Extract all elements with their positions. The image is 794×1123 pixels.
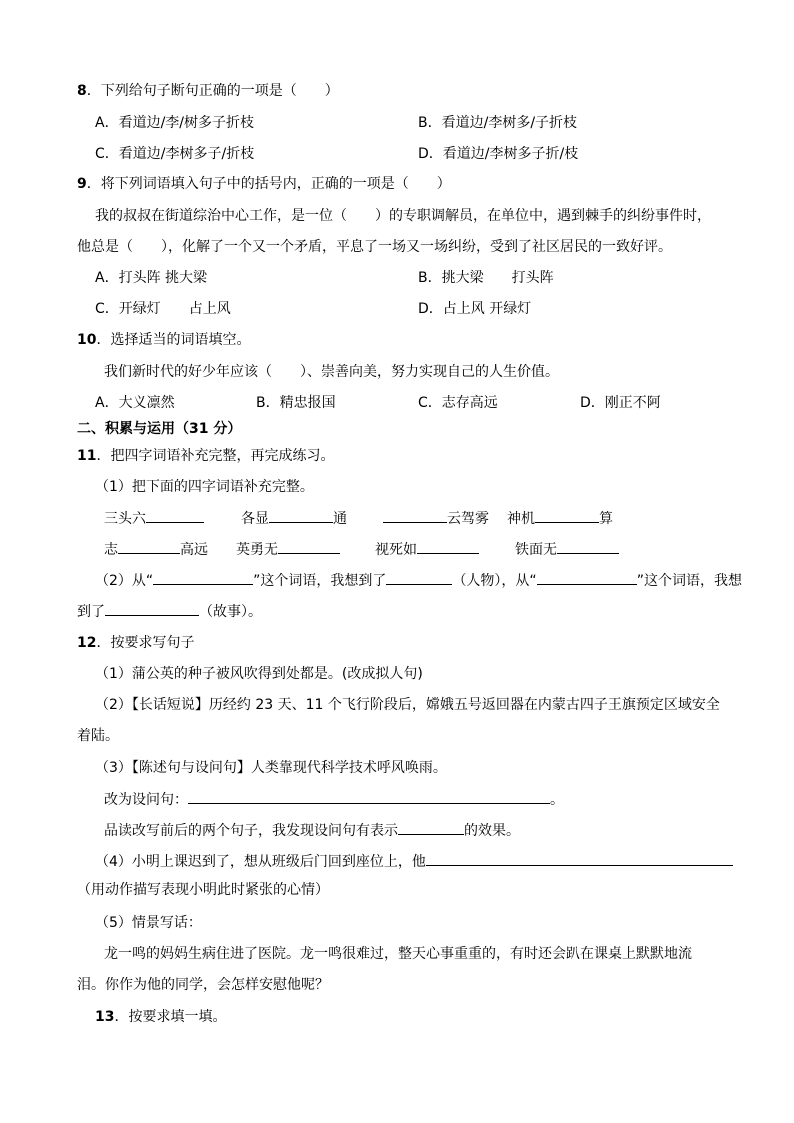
q12-sub1: （1）蒲公英的种子被风吹得到处都是。(改成拟人句) [95,666,423,682]
q12-sub3: （3）【陈述句与设问句】人类靠现代科学技术呼风唤雨。 [95,760,447,776]
q10-option-c: C．志存高远 [418,395,498,411]
q9-passage-line: 他总是（ ），化解了一个又一个矛盾，平息了一场又一场纠纷，受到了社区居民的一致好评。 [77,239,672,255]
q12-sub3-read: 品读改写前后的两个句子，我发现设问句有表示 的效果。 [104,820,520,841]
blank-line[interactable] [269,508,333,523]
blank-line[interactable] [537,570,637,585]
q12-sub4: （4）小明上课迟到了，想从班级后门回到座位上，他 [95,851,733,872]
q11-row2-item: 铁面无 [515,539,619,560]
question-9-stem [77,174,451,194]
question-number: 8 [77,83,87,99]
q10-option-a: A．大义凛然 [95,395,175,411]
question-13-stem [95,1007,226,1027]
q11-row1-item: 三头六 [104,508,204,529]
q9-option-b: B．挑大梁 打头阵 [418,270,554,286]
q12-sub2-cont: 着陆。 [77,728,119,744]
question-number: 11 [77,448,97,464]
question-text: ．按要求填一填。 [114,1009,227,1025]
q12-sub5-line: 泪。你作为他的同学，会怎样安慰他呢？ [77,977,329,993]
q11-row2-item: 志 高远 [104,539,208,560]
q12-sub2: （2）【长话短说】历经约 23 天、11 个飞行阶段后，嫦娥五号返回器在内蒙古四子王旗预定区域安全 [95,697,720,713]
q10-sentence: 我们新时代的好少年应该（ ）、崇善向美，努力实现自己的人生价值。 [104,364,559,380]
q9-option-c: C．开绿灯 占上风 [95,301,231,317]
q10-option-d: D．刚正不阿 [580,395,661,411]
question-number: 10 [77,332,97,348]
q11-row2-item: 视死如 [375,539,479,560]
question-11-stem [77,446,334,466]
question-text: ．按要求写句子 [96,635,195,651]
blank-line[interactable] [188,789,550,804]
blank-line[interactable] [417,539,479,554]
q11-row1-item: 云驾雾 [383,508,489,529]
question-text: ．下列给句子断句正确的一项是（ ） [86,83,339,99]
blank-line[interactable] [118,539,180,554]
q11-sub1: （1）把下面的四字词语补充完整。 [95,479,314,495]
blank-line[interactable] [386,570,452,585]
q8-option-a: A．看道边/李/树多子折枝 [95,115,255,131]
blank-line[interactable] [535,508,599,523]
blank-line[interactable] [426,851,733,866]
q8-option-b: B．看道边/李树多/子折枝 [418,115,578,131]
question-number: 12 [77,635,97,651]
q12-sub3-change: 改为设问句： 。 [104,789,564,810]
q9-option-d: D．占上风 开绿灯 [418,301,532,317]
q12-sub4-note: （用动作描写表现小明此时紧张的心情） [77,882,329,898]
question-number: 13 [95,1009,115,1025]
question-text: ．选择适当的词语填空。 [96,332,251,348]
q9-passage-line: 我的叔叔在街道综治中心工作，是一位（ ）的专职调解员，在单位中，遇到棘手的纠纷事件时， [95,208,711,224]
blank-line[interactable] [153,570,253,585]
q8-option-c: C．看道边/李树多子/折枝 [95,146,255,162]
question-text: ．把四字词语补充完整，再完成练习。 [96,448,335,464]
question-text: ．将下列词语填入句子中的括号内，正确的一项是（ ） [86,176,451,192]
question-number: 9 [77,176,87,192]
question-8-stem [77,81,339,101]
question-10-stem [77,330,250,350]
blank-line[interactable] [278,539,340,554]
q11-row1-item: 神机 算 [507,508,613,529]
q11-row2-item: 英勇无 [236,539,340,560]
q12-sub5-line: 龙一鸣的妈妈生病住进了医院。龙一鸣很难过，整天心事重重的，有时还会趴在课桌上默默地流 [104,946,692,962]
section-2-heading: 二、积累与运用（31 分） [77,421,242,437]
blank-line[interactable] [105,601,199,616]
q8-option-d: D．看道边/李树多子折/枝 [418,146,579,162]
blank-line[interactable] [557,539,619,554]
q11-sub2: （2）从“ ”这个词语，我想到了 （人物），从“ ”这个词语，我想 [95,570,742,591]
q12-sub5: （5）情景写话： [95,915,202,931]
q11-sub2-cont: 到了 （故事）。 [77,601,262,622]
blank-line[interactable] [146,508,204,523]
question-12-stem [77,633,194,653]
blank-line[interactable] [383,508,447,523]
blank-line[interactable] [398,820,464,835]
q10-option-b: B．精忠报国 [256,395,336,411]
q9-option-a: A．打头阵 挑大梁 [95,270,208,286]
q11-row1-item: 各显 通 [241,508,347,529]
